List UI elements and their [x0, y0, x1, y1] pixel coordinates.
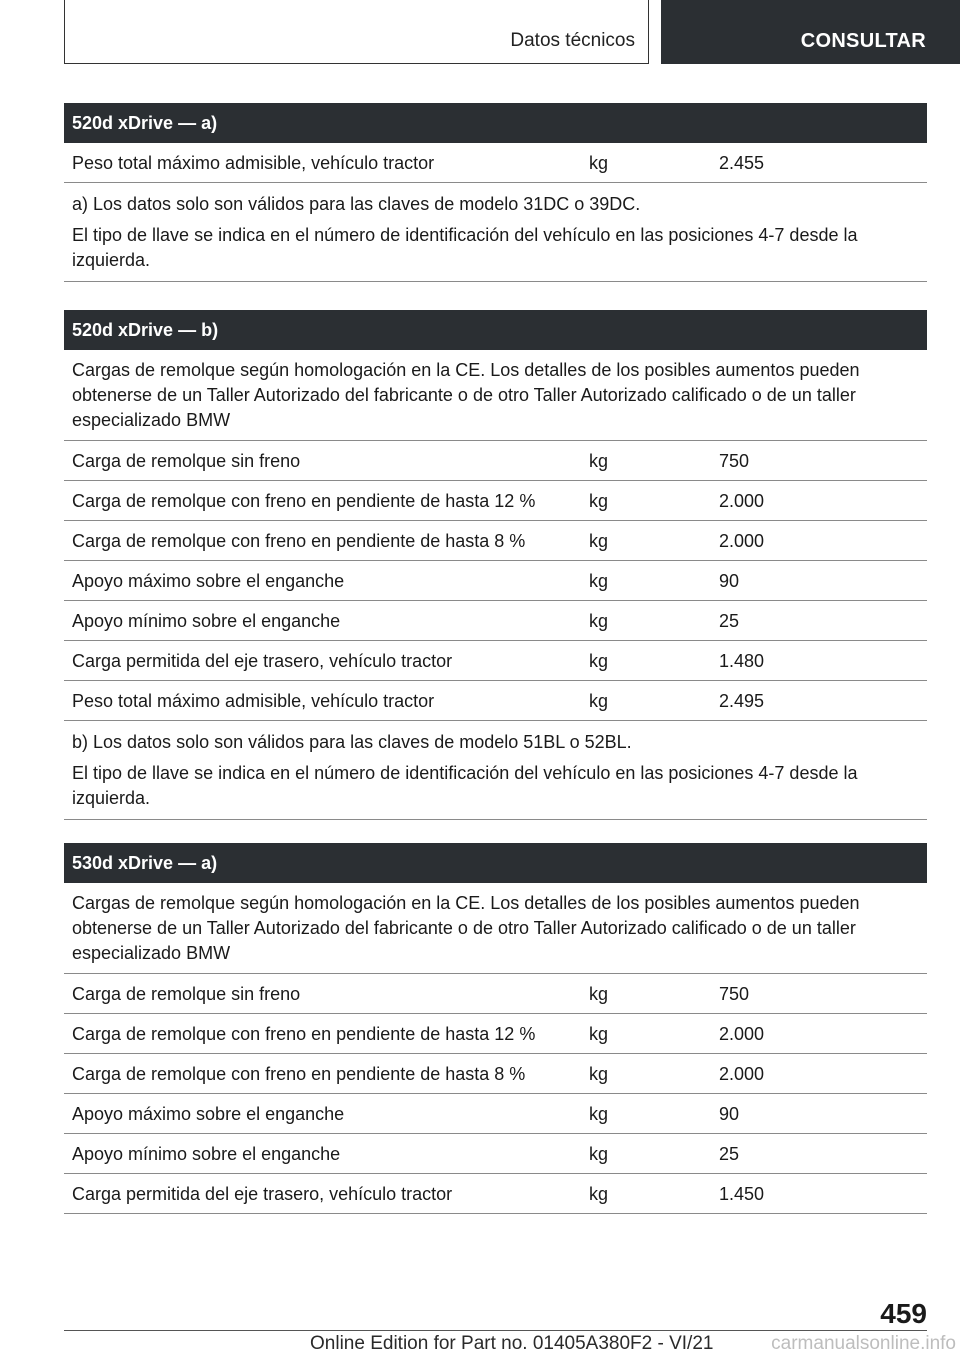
row-unit: kg	[589, 491, 609, 511]
row-unit: kg	[589, 1104, 609, 1124]
table-row	[64, 974, 927, 1014]
row-label: Carga de remolque con freno en pendiente de hasta 12 %	[72, 1024, 536, 1044]
row-label: Carga permitida del eje trasero, vehículo tractor	[72, 1184, 453, 1204]
row-value: 750	[719, 984, 750, 1004]
row-label: Peso total máximo admisible, vehículo tractor	[72, 691, 435, 711]
row-label: Carga de remolque con freno en pendiente de hasta 8 %	[72, 1064, 526, 1084]
row-label: Carga de remolque con freno en pendiente de hasta 12 %	[72, 491, 536, 511]
table-row	[64, 1174, 927, 1214]
page-number: 459	[880, 1298, 927, 1329]
table-row	[64, 1054, 927, 1094]
table-row	[64, 681, 927, 721]
watermark: carmanualsonline.info	[771, 1333, 956, 1354]
row-unit: kg	[589, 1024, 609, 1044]
row-unit: kg	[589, 531, 609, 551]
row-label: Apoyo máximo sobre el enganche	[72, 1104, 345, 1124]
row-value: 1.480	[719, 651, 765, 671]
footnote: El tipo de llave se indica en el número de identificación del vehículo en las posiciones 4-7 desde la izquierda.	[72, 225, 858, 270]
row-value: 2.000	[719, 1064, 765, 1084]
row-label: Carga de remolque sin freno	[72, 451, 301, 471]
row-label: Carga de remolque con freno en pendiente de hasta 8 %	[72, 531, 526, 551]
table-row	[64, 1134, 927, 1174]
row-unit: kg	[589, 984, 609, 1004]
section-intro: Cargas de remolque según homologación en la CE. Los detalles de los posibles aumentos pueden obtenerse de un Taller Autorizado del fabricante o de otro Taller Autorizado calificado o de un taller especializado BMW	[64, 350, 927, 441]
row-unit: kg	[589, 611, 609, 631]
section-title: 530d xDrive — a)	[64, 843, 927, 883]
row-unit: kg	[589, 1144, 609, 1164]
row-label: Apoyo máximo sobre el enganche	[72, 571, 345, 591]
table-row	[64, 641, 927, 681]
section-intro: Cargas de remolque según homologación en la CE. Los detalles de los posibles aumentos pueden obtenerse de un Taller Autorizado del fabricante o de otro Taller Autorizado calificado o de un taller especializado BMW	[64, 883, 927, 974]
footer-divider	[64, 1330, 927, 1331]
row-value: 2.000	[719, 1024, 765, 1044]
row-unit: kg	[589, 1184, 609, 1204]
header-section-tab	[64, 0, 649, 64]
row-label: Carga permitida del eje trasero, vehículo tractor	[72, 651, 453, 671]
table-row	[64, 441, 927, 481]
row-value: 1.450	[719, 1184, 765, 1204]
footnotes	[64, 183, 927, 282]
table-row	[64, 1094, 927, 1134]
row-value: 90	[719, 1104, 740, 1124]
row-unit: kg	[589, 153, 609, 173]
spec-table-530d-a	[64, 843, 927, 1214]
header-consultar-label: CONSULTAR	[800, 30, 926, 52]
section-title: 520d xDrive — a)	[64, 103, 927, 143]
row-value: 25	[719, 1144, 740, 1164]
table-row	[64, 601, 927, 641]
row-value: 2.000	[719, 531, 765, 551]
table-row	[64, 521, 927, 561]
row-unit: kg	[589, 651, 609, 671]
table-row	[64, 1014, 927, 1054]
row-label: Apoyo mínimo sobre el enganche	[72, 611, 341, 631]
row-value: 2.455	[719, 153, 765, 173]
row-unit: kg	[589, 1064, 609, 1084]
table-row	[64, 561, 927, 601]
spec-table-520d-b	[64, 310, 927, 820]
spec-table-520d-a	[64, 103, 927, 282]
row-label: Apoyo mínimo sobre el enganche	[72, 1144, 341, 1164]
header-consultar-tab[interactable]	[661, 0, 960, 64]
row-value: 25	[719, 611, 740, 631]
section-title: 520d xDrive — b)	[64, 310, 927, 350]
row-value: 2.495	[719, 691, 765, 711]
header-section-title: Datos técnicos	[510, 30, 635, 51]
row-value: 2.000	[719, 491, 765, 511]
footnote: a) Los datos solo son válidos para las claves de modelo 31DC o 39DC.	[72, 194, 641, 214]
row-label: Carga de remolque sin freno	[72, 984, 301, 1004]
row-value: 750	[719, 451, 750, 471]
row-unit: kg	[589, 571, 609, 591]
footnote: El tipo de llave se indica en el número de identificación del vehículo en las posiciones 4-7 desde la izquierda.	[72, 763, 858, 808]
footer-edition-text: Online Edition for Part no. 01405A380F2 - VI/21	[310, 1333, 714, 1354]
row-value: 90	[719, 571, 740, 591]
row-unit: kg	[589, 451, 609, 471]
row-unit: kg	[589, 691, 609, 711]
table-row	[64, 481, 927, 521]
row-label: Peso total máximo admisible, vehículo tractor	[72, 153, 435, 173]
footnotes	[64, 721, 927, 820]
table-row	[64, 143, 927, 183]
footnote: b) Los datos solo son válidos para las claves de modelo 51BL o 52BL.	[72, 732, 632, 752]
